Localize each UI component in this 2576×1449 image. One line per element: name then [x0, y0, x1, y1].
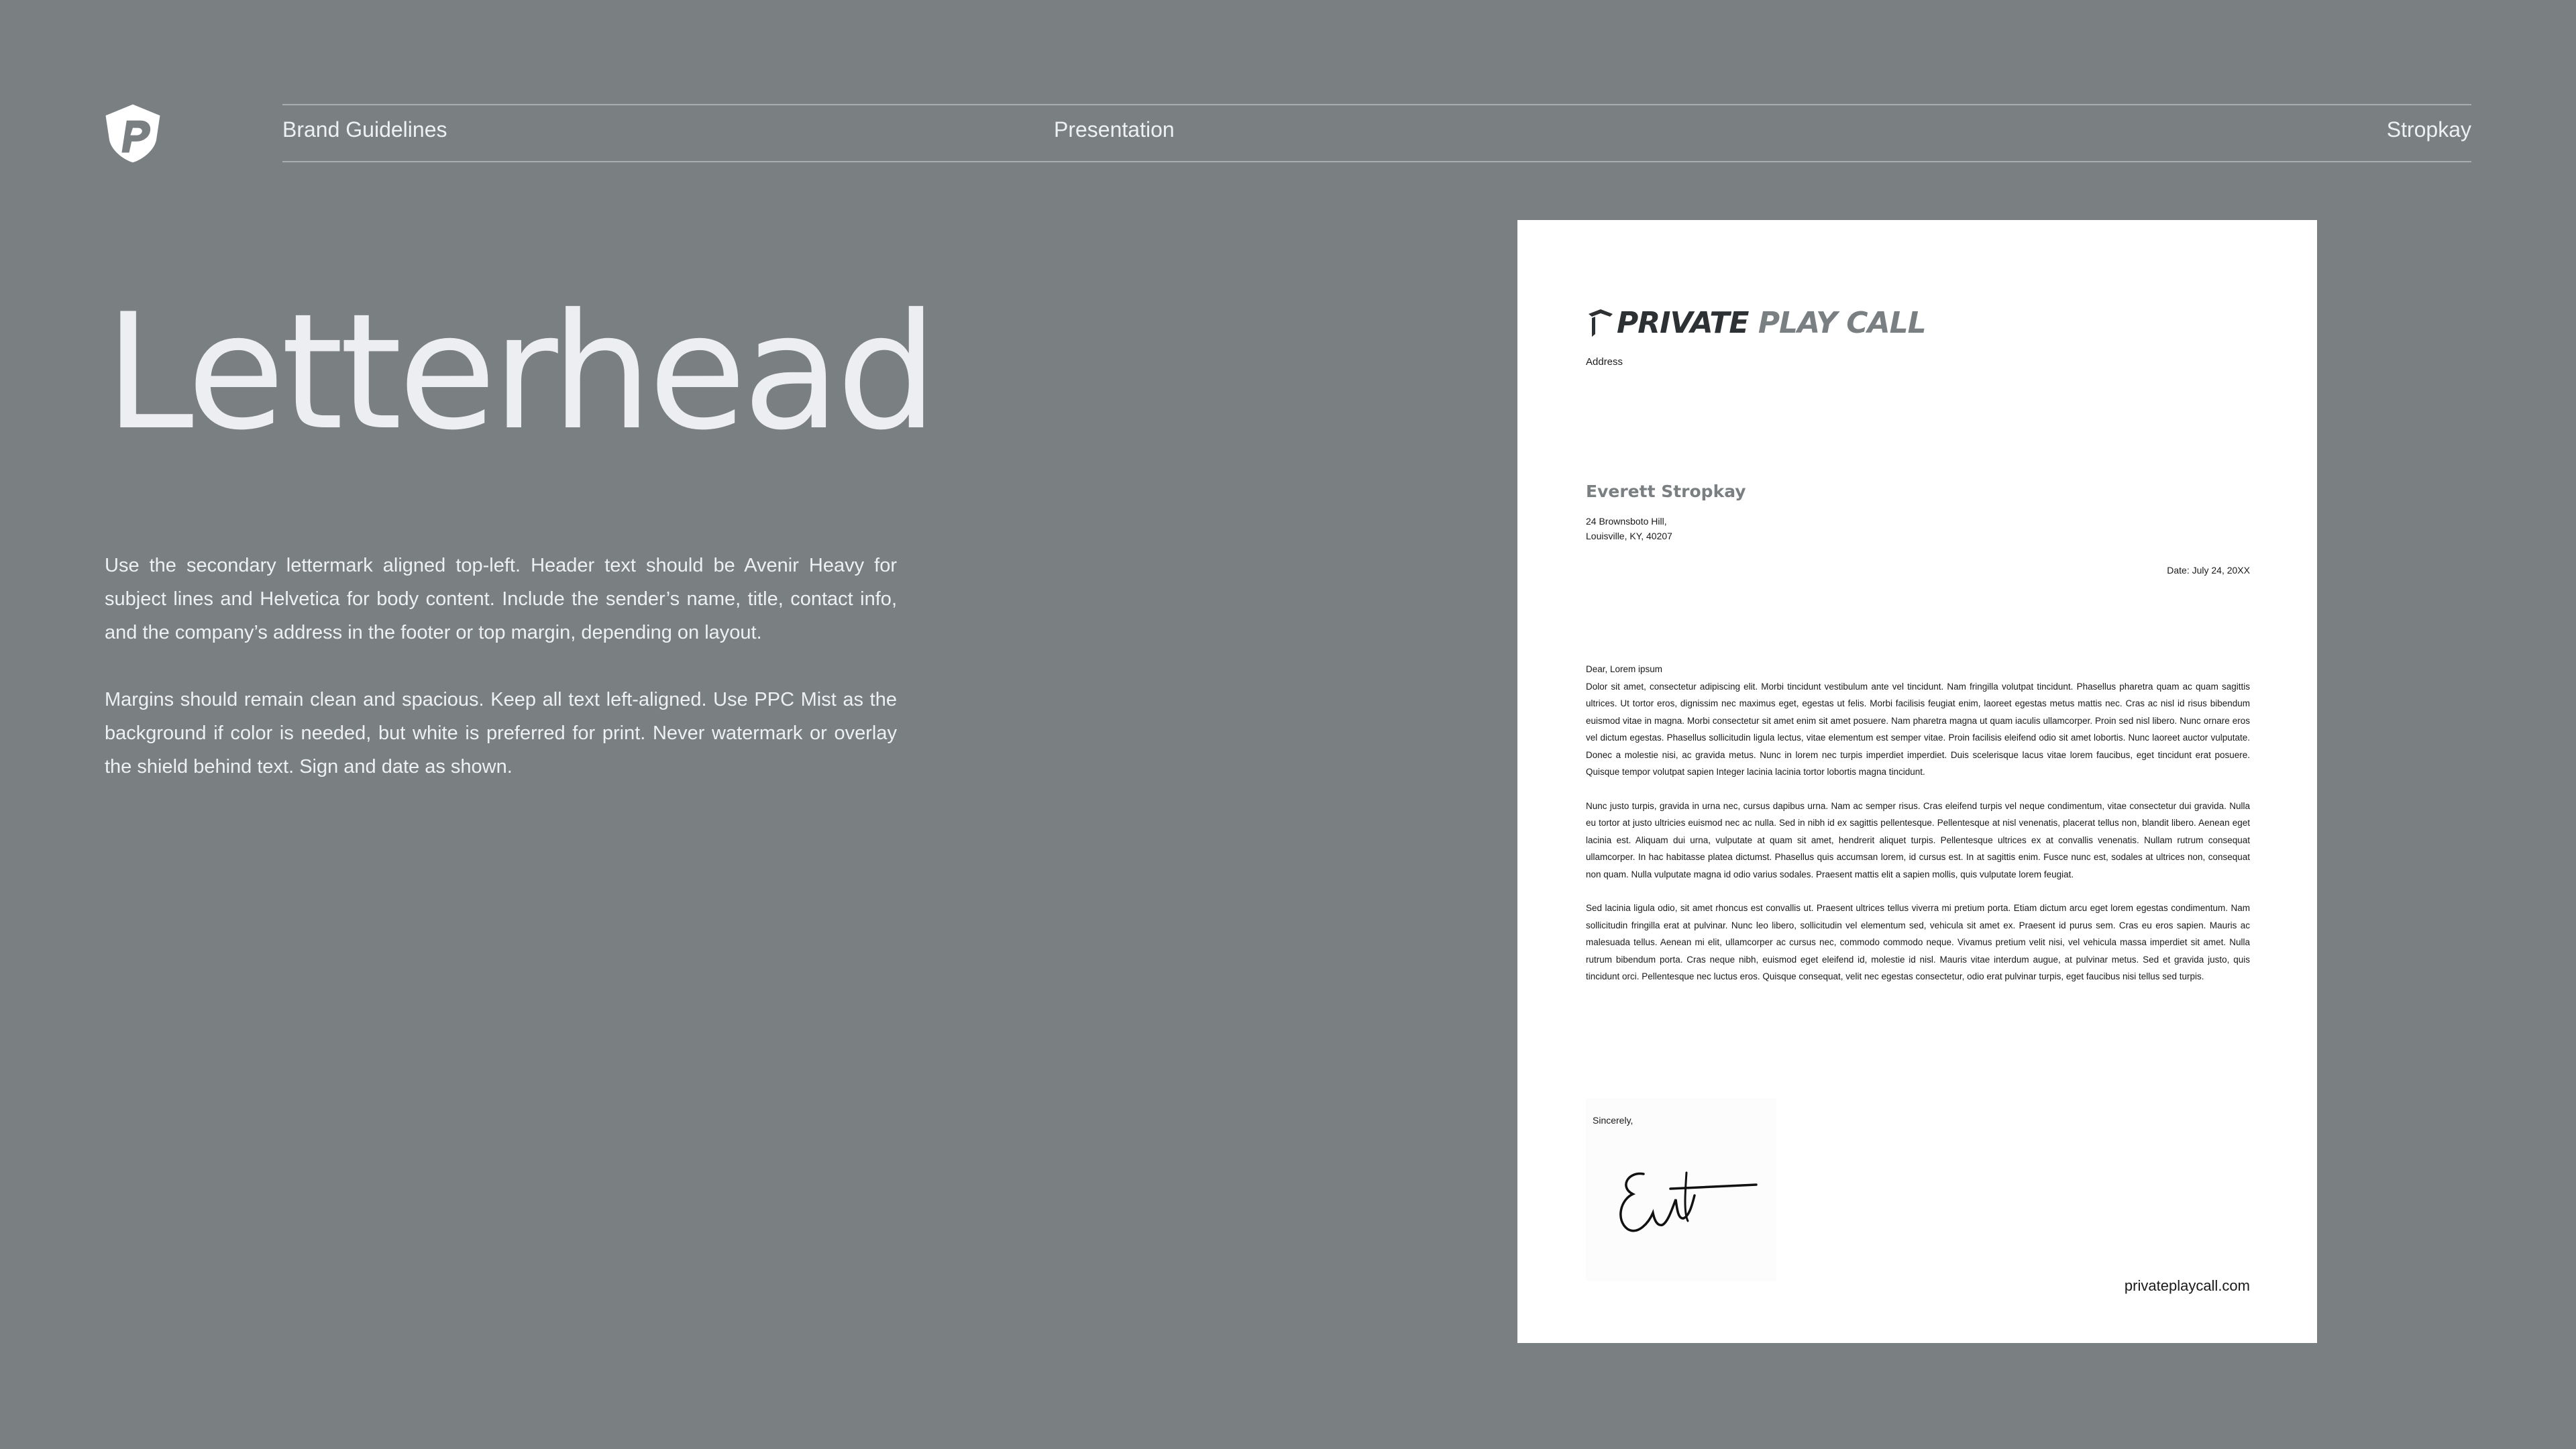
brand-wordmark-playcall: PLAY CALL: [1758, 306, 1926, 340]
signature-image: [1601, 1146, 1768, 1260]
sender-street: 24 Brownsboto Hill,: [1586, 516, 1667, 527]
letter-body: [1586, 661, 2250, 1002]
salutation: Dear, Lorem ipsum: [1586, 664, 1663, 674]
letter-date: Date: July 24, 20XX: [2167, 565, 2250, 576]
sender-address: [1586, 514, 1672, 543]
nav-brand-guidelines: Brand Guidelines: [282, 117, 447, 142]
nav-author: Stropkay: [2386, 117, 2471, 142]
closing: Sincerely,: [1593, 1115, 1633, 1126]
sender-city: Louisville, KY, 40207: [1586, 531, 1672, 541]
description-paragraph: Margins should remain clean and spacious. Keep all text left-aligned. Use PPC Mist as the background if color is needed, but white is preferred for print. Never watermark or overlay the shield behind text. Sign and date as shown.: [105, 689, 897, 777]
sender-name: Everett Stropkay: [1586, 482, 1746, 501]
nav-rule-top: [282, 104, 2471, 105]
letterhead-sheet: [1517, 220, 2317, 1343]
letter-paragraph: Nunc justo turpis, gravida in urna nec, cursus dapibus urna. Nam ac semper risus. Cras eleifend turpis vel neque condimentum, vitae consectetur dui gravida. Nulla eu tortor at justo ultricies euismod nec ac nulla. Sed in nibh id ex sagittis pellentesque. Pellentesque at nisl venenatis, placerat tellus non, blandit libero. Aenean eget lacinia est. Aliquam dui urna, vulputate at quam sit amet, hendrerit aliquet turpis. Pellentesque ultrices ex at convallis venenatis. Nullam rutrum consequat ullamcorper. In hac habitasse platea dictumst. Phasellus quis accumsan lorem, id cursus est. In at sagittis enim. Fusce nunc est, sodales at ultrices non, consequat non quam. Nulla vulputate magna id odio varius sodales. Praesent mattis elit a sapien mollis, quis vulputate lorem feugiat.: [1586, 800, 2250, 879]
website-url: privateplaycall.com: [2124, 1277, 2250, 1294]
brand-wordmark-private: PRIVATE: [1617, 306, 1749, 340]
letterhead-logo: [1586, 306, 1926, 340]
page-title: Letterhead: [105, 280, 934, 466]
letter-paragraph: Dolor sit amet, consectetur adipiscing elit. Morbi tincidunt vestibulum ante vel tincidunt. Nam fringilla volutpat tincidunt. Phasellus pharetra quam ac quam sagittis ultrices. Ut tortor eros, dignissim nec maximus eget, egestas ut felis. Morbi facilisis feugiat enim, laoreet egestas metus mattis nec. Cras ac nisl id risus bibendum euismod vitae in magna. Morbi consectetur sit amet enim sit amet posuere. Nam pharetra magna ut quam iaculis ullamcorper. Proin sed nisl libero. Nunc ornare eros vel dictum egestas. Phasellus sollicitudin ligula lectus, vitae elementum est semper vitae. Proin facilisis eleifend odio sit amet lobortis. Nunc laoreet auctor vulputate. Donec a molestie nisi, ac gravida metus. Nunc in lorem nec turpis imperdiet imperdiet. Duis scelerisque lacus vitae lorem faucibus, eget tincidunt erat posuere. Quisque tempor volutpat sapien Integer lacinia lacinia tortor lobortis magna tincidunt.: [1586, 681, 2250, 777]
shield-logo-icon: [102, 102, 164, 164]
nav-rule-bottom: [282, 161, 2471, 162]
shield-icon: [1586, 307, 1615, 339]
description-paragraph: Use the secondary lettermark aligned top-left. Header text should be Avenir Heavy for subject lines and Helvetica for body content. Include the sender’s name, title, contact info, and the company’s address in the footer or top margin, depending on layout.: [105, 555, 897, 643]
address-label: Address: [1586, 356, 1623, 368]
brand-wordmark: [1617, 306, 1926, 340]
signature-block: [1586, 1099, 1776, 1281]
letter-paragraph: Sed lacinia ligula odio, sit amet rhoncus est convallis ut. Praesent ultrices tellus viverra mi pretium porta. Etiam dictum arcu eget lorem egestas condimentum. Nam sollicitudin fringilla erat at pulvinar. Nunc leo libero, sollicitudin vel elementum sed, vehicula sit amet ex. Praesent id purus sem. Cras eu eros sapien. Mauris ac malesuada tellus. Aenean mi elit, ullamcorper ac cursus nec, commodo commodo neque. Vivamus pretium velit nisi, vel vehicula massa imperdiet sit amet. Nulla rutrum bibendum porta. Cras neque nibh, euismod eget eleifend id, molestie id nisl. Mauris vitae interdum augue, at pulvinar metus. Sed et gravida justo, quis tincidunt orci. Pellentesque nec luctus eros. Quisque consequat, velit nec egestas consectetur, odio erat pulvinar turpis, eget faucibus nisi tellus sed turpis.: [1586, 903, 2250, 981]
nav-presentation: Presentation: [1054, 117, 1175, 142]
